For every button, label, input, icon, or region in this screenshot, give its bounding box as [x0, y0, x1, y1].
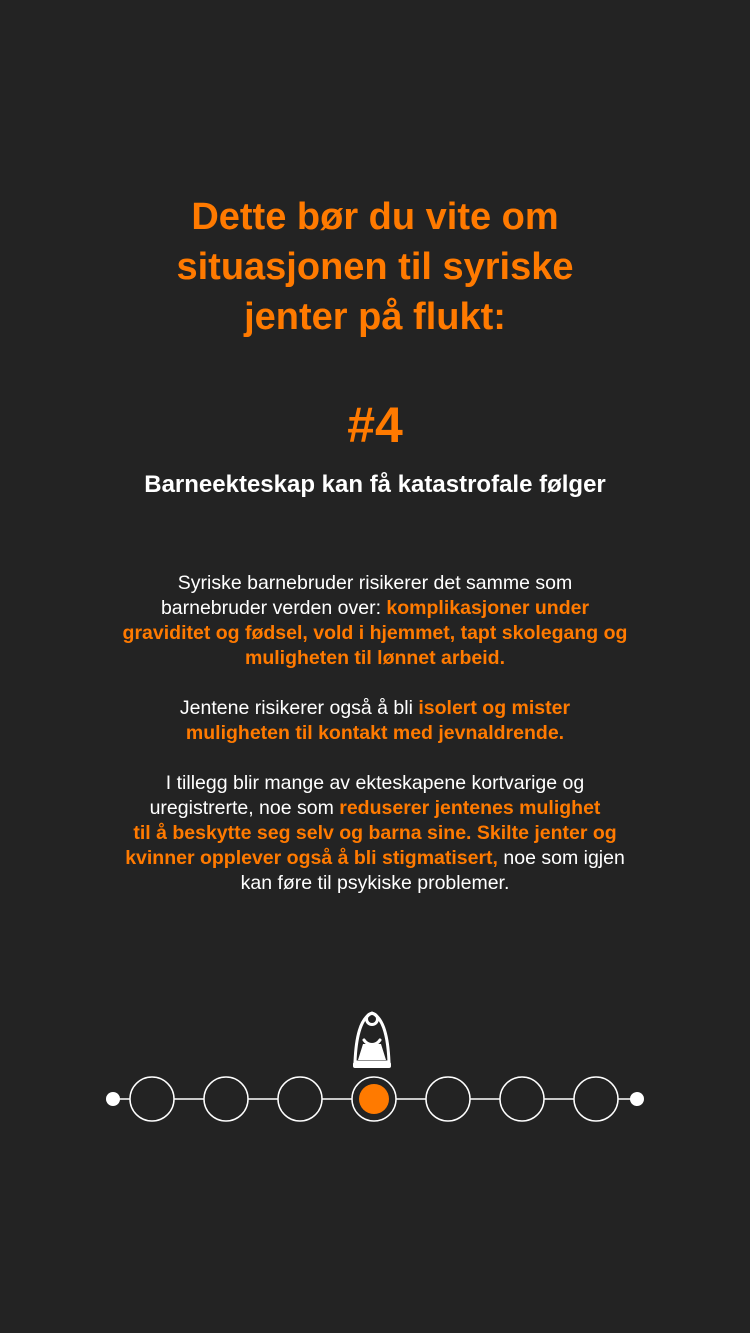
paragraph-1-line-2: [0, 596, 750, 621]
paragraph-1-line-2-text: barnebruder verden over:: [160, 597, 387, 619]
timeline-end-dot: [630, 1092, 644, 1106]
title-line-1: Dette bør du vite om: [191, 196, 559, 238]
timeline-step-6[interactable]: [500, 1077, 544, 1121]
paragraph-3-line-2-text: uregistrerte, noe som: [149, 797, 340, 819]
paragraph-3-line-1: I tillegg blir mange av ekteskapene kortvarige og: [165, 772, 585, 794]
paragraph-2: [0, 696, 750, 746]
paragraph-3-line-5: kan føre til psykiske problemer.: [240, 872, 510, 894]
step-subtitle: Barneekteskap kan få katastrofale følger: [144, 471, 606, 498]
timeline-step-1[interactable]: [130, 1077, 174, 1121]
paragraph-1-line-1: Syriske barnebruder risikerer det samme som: [177, 572, 573, 594]
timeline-start-dot: [106, 1092, 120, 1106]
timeline-step-5[interactable]: [426, 1077, 470, 1121]
paragraph-3-line-4-text: noe som igjen: [497, 847, 625, 869]
paragraph-3-highlight-1: reduserer jentenes mulighet: [339, 797, 601, 819]
paragraph-2-highlight-2: muligheten til kontakt med jevnaldrende.: [185, 722, 565, 744]
paragraph-1-highlight-2: graviditet og fødsel, vold i hjemmet, tapt skolegang og: [122, 622, 628, 644]
paragraph-1: [0, 571, 750, 671]
paragraph-3-highlight-2: til å beskytte seg selv og barna sine. Skilte jenter og: [133, 822, 617, 844]
timeline-step-3[interactable]: [278, 1077, 322, 1121]
timeline-step-7[interactable]: [574, 1077, 618, 1121]
paragraph-2-line-1: [0, 696, 750, 721]
paragraph-3: [0, 771, 750, 896]
progress-timeline: [0, 1060, 750, 1140]
step-number: #4: [347, 397, 403, 453]
paragraph-2-highlight-1: isolert og mister: [418, 697, 571, 719]
paragraph-3-line-2: [0, 796, 750, 821]
title-line-3: jenter på flukt:: [244, 296, 506, 338]
title-line-2: situasjonen til syriske: [176, 246, 574, 288]
page-title: [0, 192, 750, 342]
timeline-step-active-indicator: [359, 1084, 389, 1114]
timeline-step-2[interactable]: [204, 1077, 248, 1121]
paragraph-3-highlight-3: kvinner opplever også å bli stigmatisert,: [125, 847, 498, 869]
paragraph-1-highlight-3: muligheten til lønnet arbeid.: [244, 647, 505, 669]
paragraph-1-highlight-1: komplikasjoner under: [386, 597, 590, 619]
paragraph-2-line-1-text: Jentene risikerer også å bli: [179, 697, 419, 719]
paragraph-3-line-4: [0, 846, 750, 871]
